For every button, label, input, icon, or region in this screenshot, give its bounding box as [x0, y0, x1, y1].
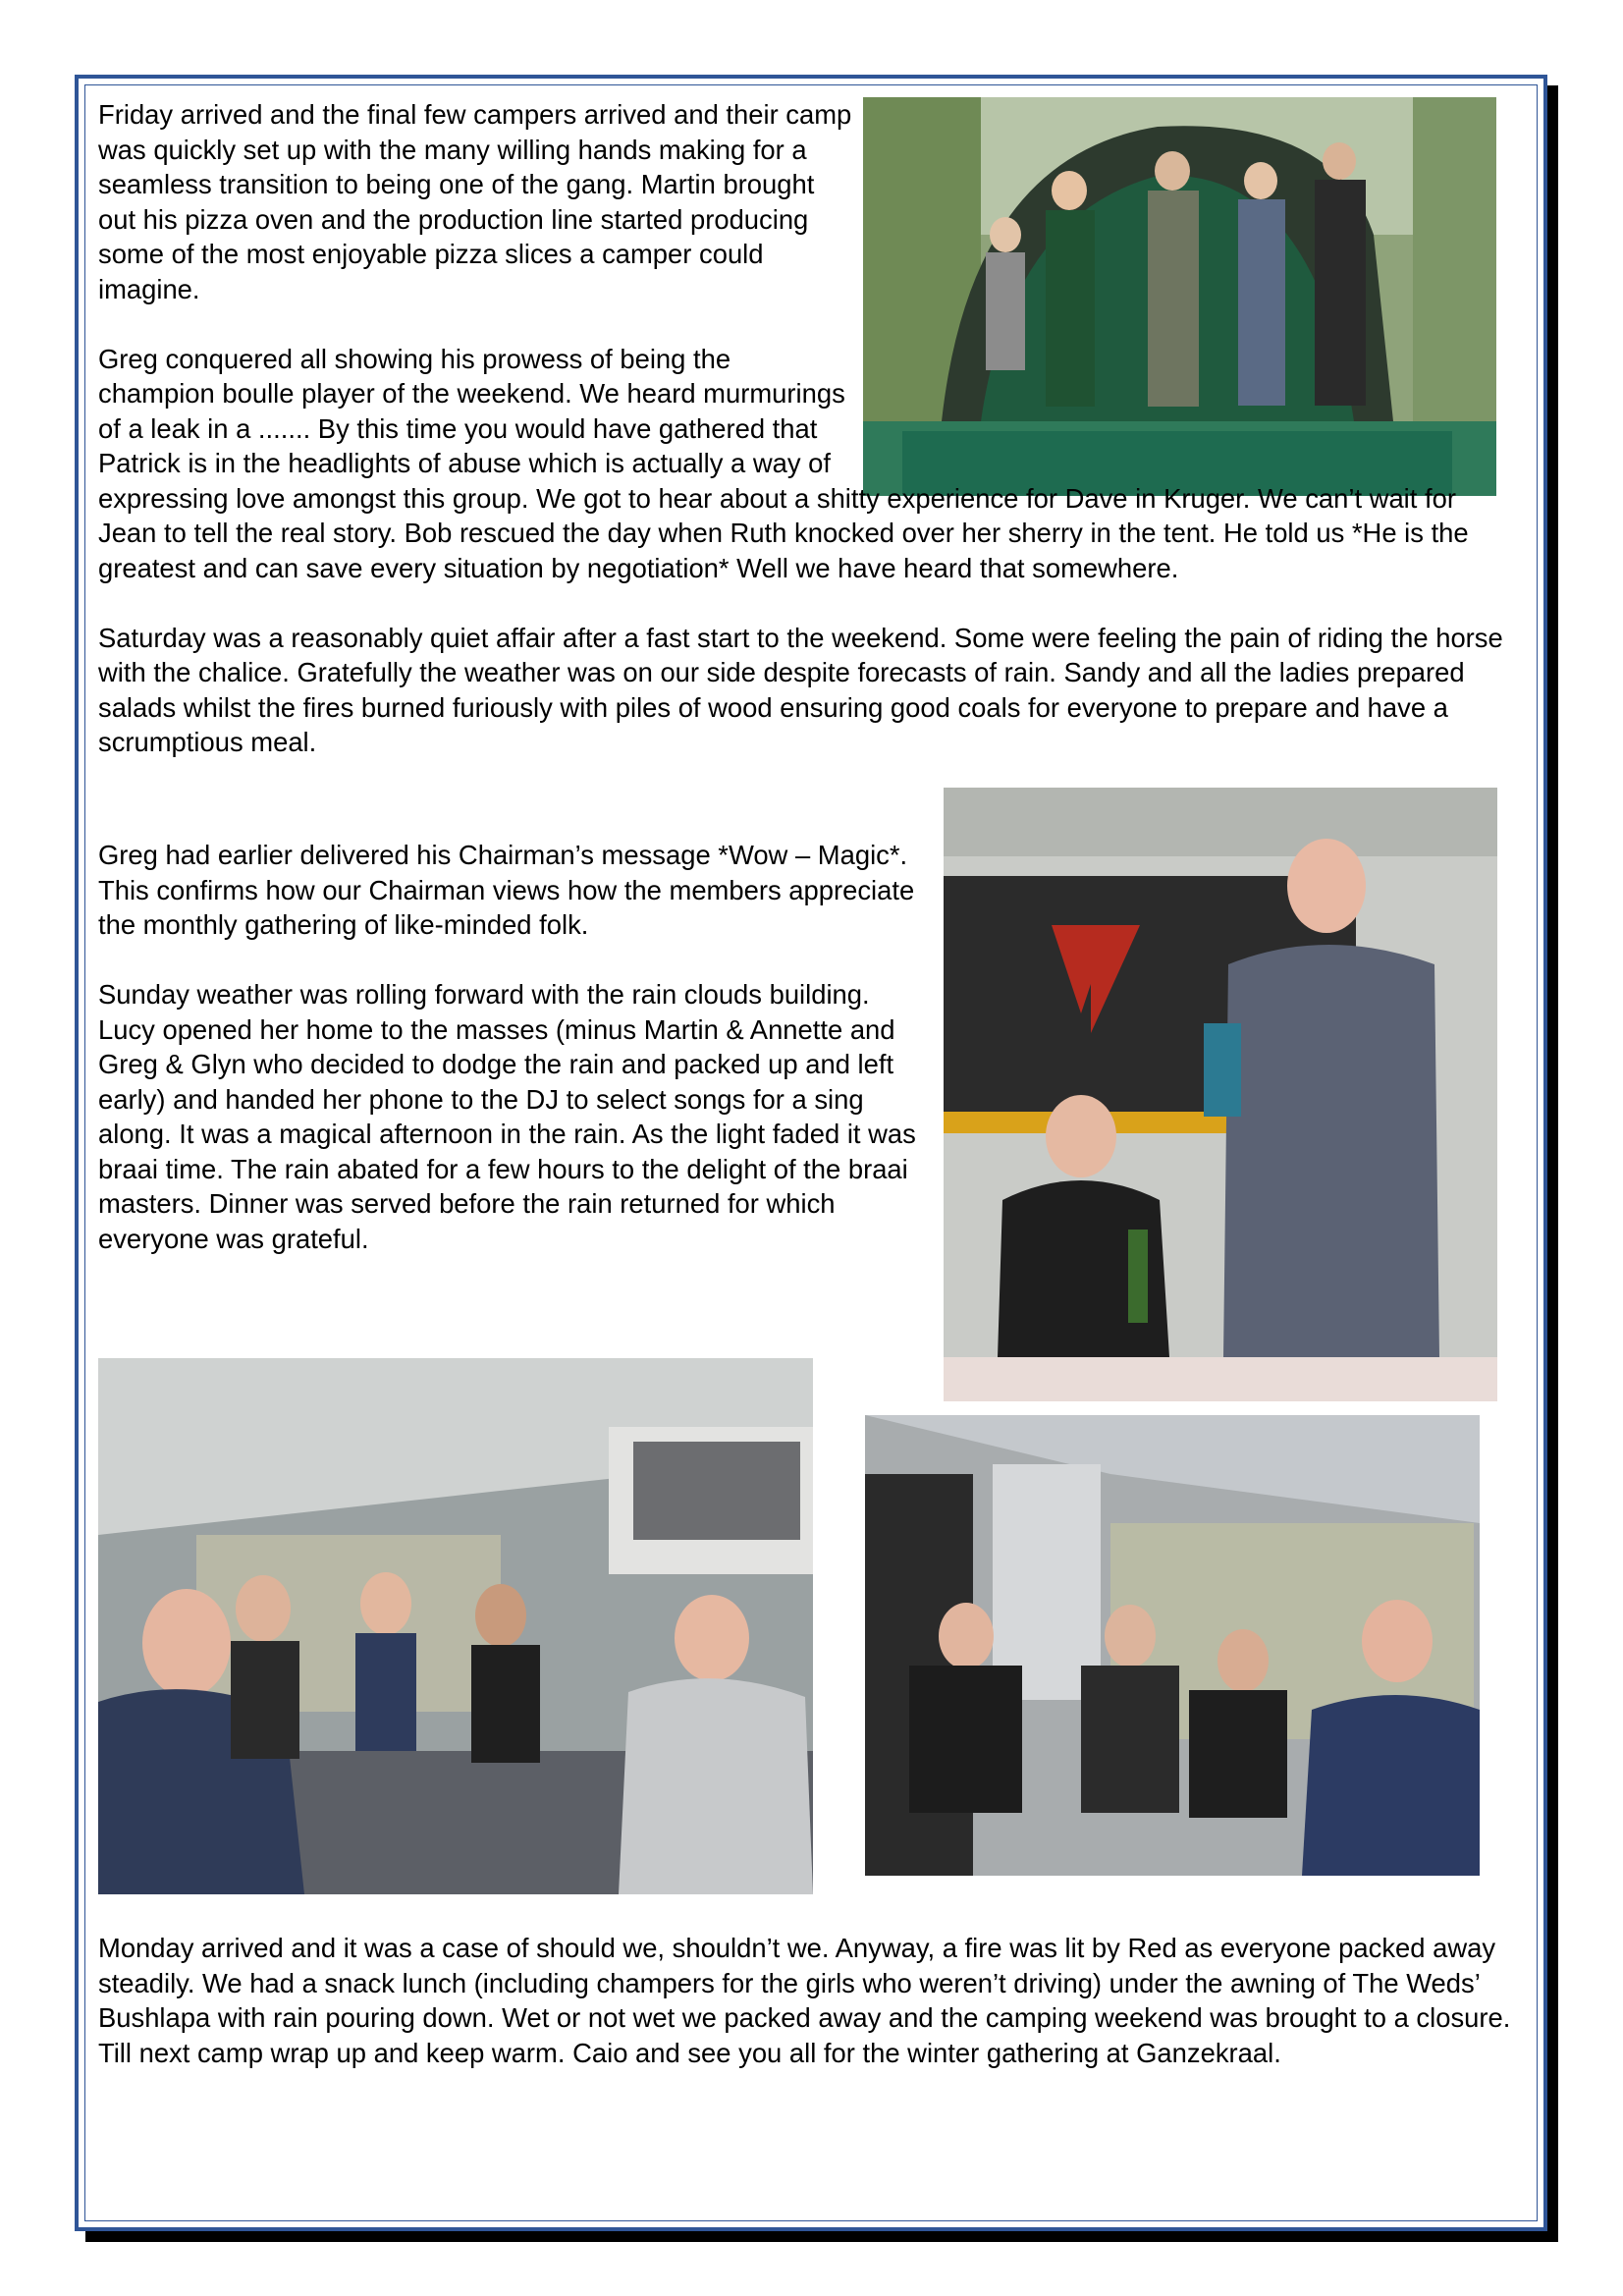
- paragraph-monday: Monday arrived and it was a case of should we, shouldn’t we. Anyway, a fire was lit by Red as everyone packed away steadily. We had a snack lunch (including champers for the girls who weren’t driving) under the awning of The Weds’ Bushlapa with rain pouring down. Wet or not wet we packed away and the camping weekend was brought to a closure. Till next camp wrap up and keep warm. Caio and see you all for the winter gathering at Ganzekraal.: [98, 1933, 1511, 2068]
- paragraph-friday: Friday arrived and the final few campers arrived and their camp was quickly set up with the many willing hands making for a seamless transition to being one of the gang. Martin brought out his pizza oven and the production line started producing some of the most enjoyable pizza slices a camper could imagine.: [98, 99, 852, 304]
- section-monday: [98, 1931, 1517, 2105]
- photo-wrap-spacer: [884, 97, 1517, 453]
- paragraph-saturday: Saturday was a reasonably quiet affair after a fast start to the weekend. Some were feeling the pain of riding the horse with the chalice. Gratefully the weather was on our side despite forecasts of rain. Sandy and all the ladies prepared salads whilst the fires burned furiously with piles of wood ensuring good coals for everyone to prepare and have a scrumptious meal.: [98, 622, 1503, 757]
- photo-men-in-awning: [865, 1415, 1480, 1876]
- paragraph-sunday: Sunday weather was rolling forward with the rain clouds building. Lucy opened her home to the masses (minus Martin & Annette and Greg & Glyn who decided to dodge the rain and packed up and left early) and handed her phone to the DJ to select songs for a sing along. It was a magical afternoon in the rain. As the light faded it was braai time. The rain abated for a few hours to the delight of the braai masters. Dinner was served before the rain returned for which everyone was grateful.: [98, 979, 916, 1254]
- photo-group-in-awning: [98, 1358, 813, 1894]
- section-friday: [98, 97, 1517, 794]
- photo-men-with-bottle: [944, 788, 1497, 1401]
- section-chairman-sunday: [98, 838, 918, 1291]
- paragraph-chairman-message: Greg had earlier delivered his Chairman’s message *Wow – Magic*. This confirms how our Chairman views how the members appreciate the monthly gathering of like-minded folk.: [98, 840, 915, 940]
- paragraph-greg-conquered: Greg conquered all showing his prowess of being the champion boulle player of the weekend. We heard murmurings of a leak in a ....... By this time you would have gathered that Patrick is in the headlights of abuse which is actually a way of expressing love amongst this group. We got to hear about a shitty experience for Dave in Kruger. We can’t wait for Jean to tell the real story. Bob rescued the day when Ruth knocked over her sherry in the tent. He told us *He is the greatest and can save every situation by negotiation* Well we have heard that somewhere.: [98, 343, 1469, 583]
